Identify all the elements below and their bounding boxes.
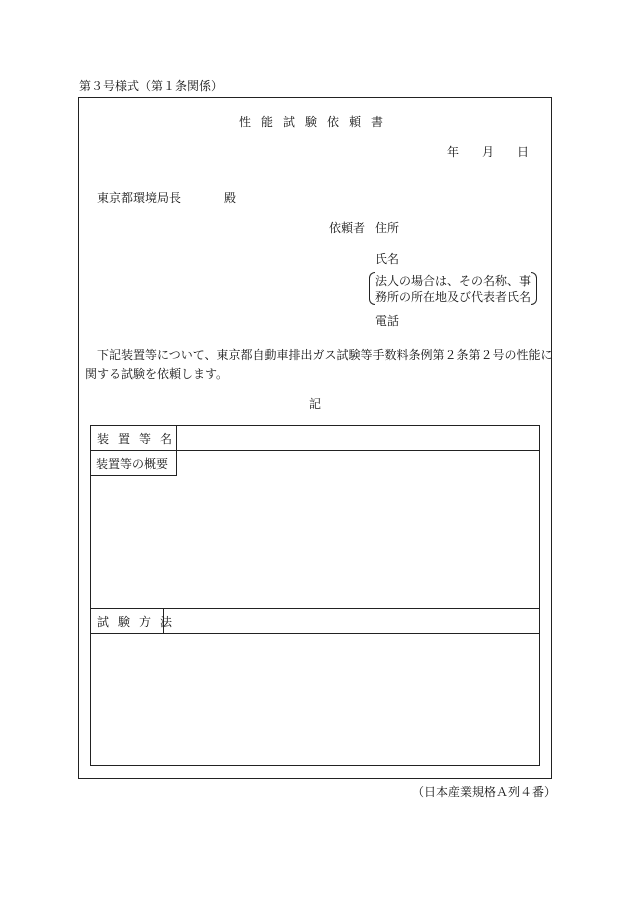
honorific: 殿 bbox=[224, 191, 237, 205]
bracket-right bbox=[531, 272, 537, 305]
details-table bbox=[90, 425, 540, 766]
date-year: 年 bbox=[447, 145, 460, 159]
overview-label-bottom bbox=[90, 475, 177, 476]
address-label: 住所 bbox=[375, 221, 400, 235]
document-title: 性能試験依頼書 bbox=[239, 115, 394, 129]
body-line-1: 下記装置等について、東京都自動車排出ガス試験等手数料条例第２条第２号の性能に bbox=[97, 348, 553, 362]
corporate-note-line2: 務所の所在地及び代表者氏名 bbox=[375, 290, 532, 304]
phone-label: 電話 bbox=[375, 314, 400, 328]
corporate-note-line1: 法人の場合は、その名称、事 bbox=[375, 274, 532, 288]
date-month: 月 bbox=[482, 145, 495, 159]
device-name-label: 装置等名 bbox=[97, 432, 182, 446]
row-divider-2 bbox=[90, 608, 540, 609]
row-divider-1 bbox=[90, 450, 540, 451]
form-number: 第３号様式（第１条関係） bbox=[79, 79, 224, 93]
date-day: 日 bbox=[517, 145, 530, 159]
device-overview-label: 装置等の概要 bbox=[96, 457, 169, 471]
test-method-label: 試験方法 bbox=[97, 615, 182, 629]
body-line-2: 関する試験を依頼します。 bbox=[85, 367, 229, 381]
paper-size-note: （日本産業規格Ａ列４番） bbox=[412, 785, 557, 799]
ki-label: 記 bbox=[309, 397, 322, 411]
requester-label: 依頼者 bbox=[329, 221, 366, 235]
row-divider-3 bbox=[90, 633, 540, 634]
name-label: 氏名 bbox=[375, 252, 400, 266]
addressee: 東京都環境局長 bbox=[97, 191, 182, 205]
